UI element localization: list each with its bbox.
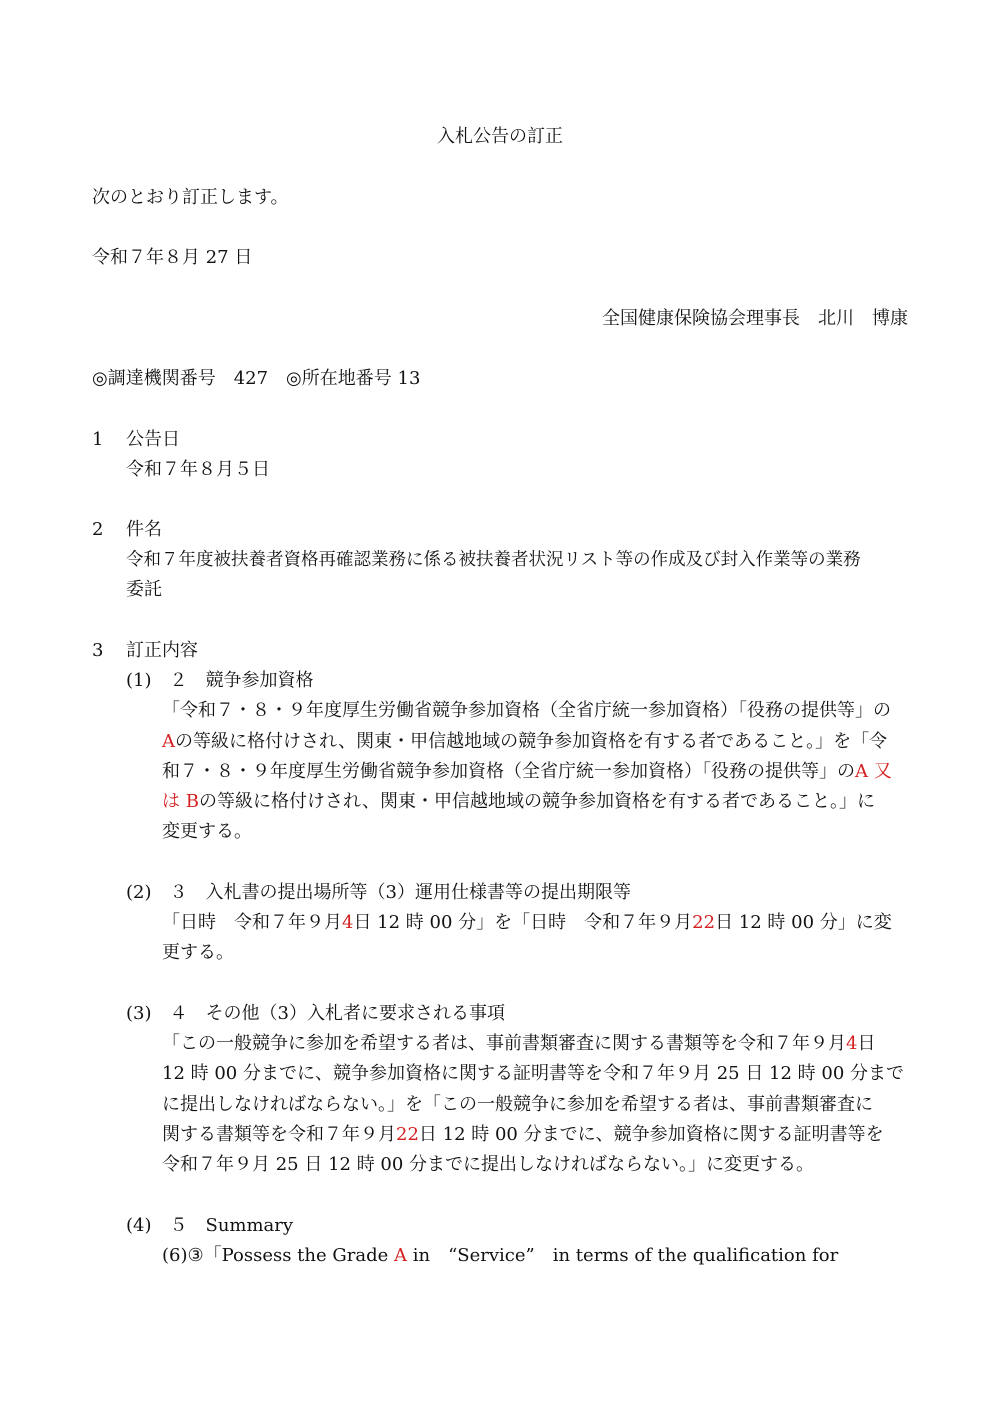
item-2-line [162,908,892,938]
item-3-line-text: 日 [857,1033,876,1054]
item-1-line-text: の等級に格付けされ、関東・甲信越地域の競争参加資格を有する者であること。」を「令 [175,731,888,752]
item-3-line-text: 「この一般競争に参加を希望する者は、事前書類審査に関する書類等を令和７年９月 [162,1033,846,1054]
section-2-heading: 件名 [126,519,162,540]
item-3-line: に提出しなければならない。」を「この一般競争に参加を希望する者は、事前書類審査に [162,1094,873,1115]
item-2-line-text: 日 12 時 00 分」を「日時 令和７年９月 [353,912,693,933]
intro-text: 次のとおり訂正します。 [92,187,289,208]
correction-highlight: A [162,731,175,752]
item-3-line: 令和７年９月 25 日 12 時 00 分までに提出しなければならない。」に変更する。 [162,1154,815,1175]
item-4-label: (4) ５ Summary [126,1215,294,1236]
item-2-line: 更する。 [162,942,234,963]
correction-highlight: 4 [846,1033,858,1054]
item-2-line-text: 日 12 時 00 分」に変 [715,912,892,933]
correction-highlight: A [394,1245,407,1266]
section-1-heading: 公告日 [126,429,180,450]
section-1-body: 令和７年８月５日 [126,459,270,480]
correction-highlight: 22 [396,1124,419,1145]
section-3-number: 3 [92,640,104,661]
item-1-line [162,727,887,757]
item-4-line-text: in “Service” in terms of the qualification for [412,1245,839,1266]
item-1-line: 変更する。 [162,821,252,842]
notice-date: 令和７年８月 27 日 [92,247,253,268]
item-1-line: 「令和７・８・９年度厚生労働省競争参加資格（全省庁統一参加資格）「役務の提供等」の [162,700,891,721]
correction-highlight: 4 [342,912,354,933]
procurement-ids: ◎調達機関番号 427 ◎所在地番号 13 [92,368,421,389]
item-3-line: 12 時 00 分までに、競争参加資格に関する証明書等を令和７年９月 25 日 12 時 00 分まで [162,1063,905,1084]
item-1-line [162,787,875,817]
item-2-line-text: 「日時 令和７年９月 [162,912,342,933]
item-3-label: (3) ４ その他（3）入札者に要求される事項 [126,1003,505,1024]
section-2-number: 2 [92,519,104,540]
section-2-body-line: 委託 [126,579,162,600]
section-1-number: 1 [92,429,104,450]
item-1-line-text: 和７・８・９年度厚生労働省競争参加資格（全省庁統一参加資格）「役務の提供等」の [162,761,855,782]
issuer-name: 全国健康保険協会理事長 北川 博康 [602,308,908,329]
section-2-body-line: 令和７年度被扶養者資格再確認業務に係る被扶養者状況リスト等の作成及び封入作業等の業務 [126,550,861,570]
correction-highlight: は B [162,791,199,812]
item-4-line-text: (6)③「Possess the Grade [162,1245,389,1266]
item-3-line [162,1120,884,1150]
item-4-line [162,1241,838,1271]
item-3-line-text: 関する書類等を令和７年９月 [162,1124,396,1145]
correction-highlight: A 又 [855,761,892,782]
item-2-label: (2) ３ 入札書の提出場所等（3）運用仕様書等の提出期限等 [126,882,631,903]
item-1-line-text: の等級に格付けされ、関東・甲信越地域の競争参加資格を有する者であること。」に [198,791,876,812]
section-3-heading: 訂正内容 [126,640,198,661]
document-title: 入札公告の訂正 [437,126,563,147]
item-1-label: (1) ２ 競争参加資格 [126,670,314,691]
correction-highlight: 22 [692,912,716,933]
item-3-line-text: 日 12 時 00 分までに、競争参加資格に関する証明書等を [418,1124,884,1145]
item-3-line [162,1029,875,1059]
item-1-line [162,757,892,787]
